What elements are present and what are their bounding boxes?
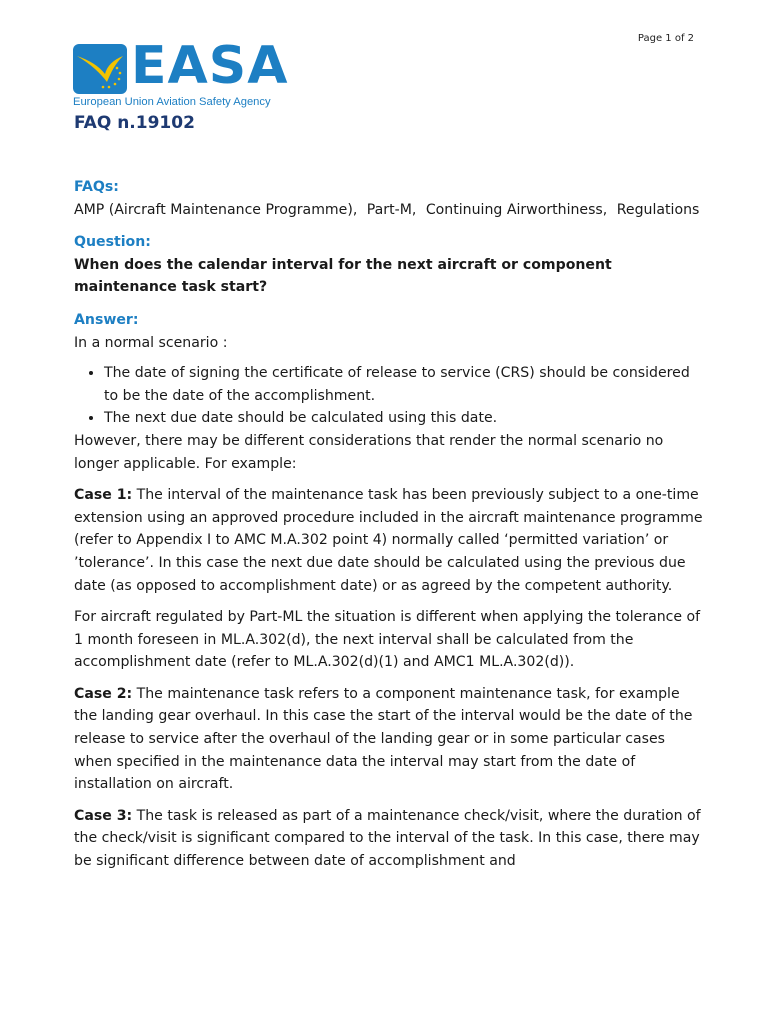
page-number: Page 1 of 2 [637, 33, 694, 44]
tag[interactable]: Regulations [616, 201, 700, 218]
question-text: When does the calendar interval for the next aircraft or component maintenance task start? [74, 256, 612, 296]
logo-wordmark: EASA [131, 36, 289, 96]
logo-subtitle: European Union Aviation Safety Agency [73, 96, 271, 108]
case-1-label: Case 1: [74, 487, 133, 504]
faq-tags [74, 199, 704, 222]
case-2-label: Case 2: [74, 685, 133, 702]
case-2-paragraph [74, 683, 704, 796]
case-2-text: The maintenance task refers to a component maintenance task, for example the landing gear overhaul. In this case the start of the interval would be the date of the release to service after the overhaul of the landing gear or in some particular cases when specified in the maintenance data the interval may start from the date of installation on aircraft. [74, 685, 693, 793]
case-3-label: Case 3: [74, 807, 133, 824]
easa-bird-icon [73, 44, 127, 94]
case-3-paragraph [74, 805, 704, 873]
answer-heading: Answer: [74, 311, 139, 328]
faqs-heading: FAQs: [74, 179, 119, 195]
list-item: • The next due date should be calculated using this date. [104, 407, 704, 430]
question-heading: Question: [74, 234, 151, 251]
case-3-text: The task is released as part of a maintenance check/visit, where the duration of the check/visit is significant compared to the interval of the task. In this case, there may be significant difference between date of accomplishment and [74, 807, 701, 870]
tag[interactable]: Continuing Airworthiness, [425, 201, 608, 218]
tag[interactable]: AMP (Aircraft Maintenance Programme), [74, 201, 358, 218]
however-paragraph: However, there may be different considerations that render the normal scenario no longer applicable. For example: [74, 432, 664, 472]
faq-id-heading: FAQ n.19102 [74, 113, 195, 133]
part-ml-paragraph: For aircraft regulated by Part-ML the situation is different when applying the tolerance of 1 month foreseen in ML.A.302(d), the next interval shall be calculated from the accomplishment date (refer to ML.A.302(d)(1) and AMC1 ML.A.302(d)). [74, 609, 701, 671]
case-1-text: The interval of the maintenance task has been previously subject to a one-time extension using an approved procedure included in the aircraft maintenance programme (refer to Appendix I to AMC M.A.302 point 4) normally called ‘permitted variation’ or ’tolerance’. In this case the next due date should be calculated using the previous due date (as opposed to accomplishment date) or as agreed by the competent authority. [74, 487, 703, 594]
tag[interactable]: Part-M, [366, 201, 417, 218]
list-item: • The date of signing the certificate of release to service (CRS) should be considered to be the date of the accomplishment. [104, 362, 704, 407]
faq-content [74, 176, 704, 873]
answer-intro: In a normal scenario : [74, 334, 228, 351]
easa-logo [73, 36, 289, 112]
case-1-paragraph [74, 484, 704, 597]
answer-bullets [74, 362, 704, 430]
